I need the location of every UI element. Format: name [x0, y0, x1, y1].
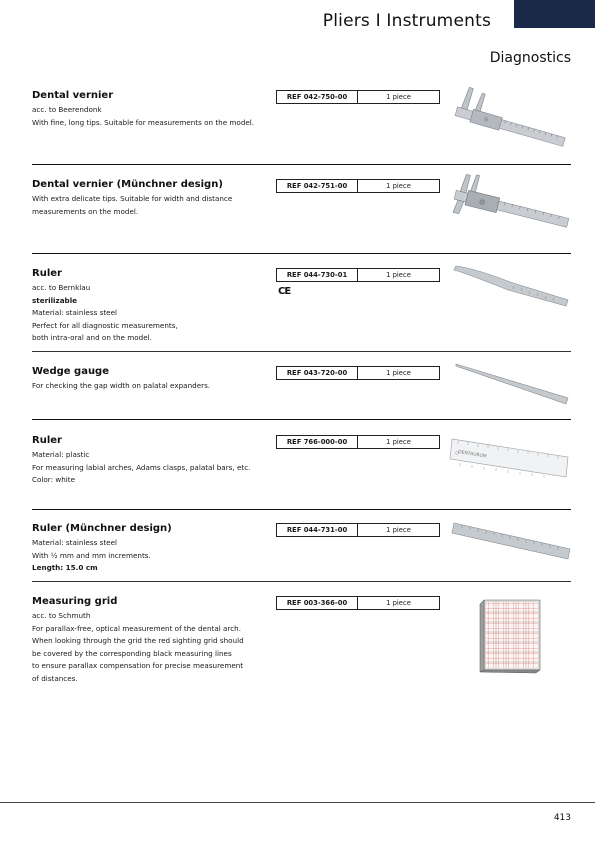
- ref-box: [276, 268, 440, 282]
- vernier-caliper-image: [442, 86, 572, 152]
- desc-line: For checking the gap width on palatal expanders.: [32, 381, 211, 390]
- product-description: [32, 380, 272, 393]
- footer-divider: [0, 802, 595, 803]
- product-description: [32, 104, 272, 129]
- product-title: Wedge gauge: [32, 366, 110, 377]
- ref-box: [276, 366, 440, 380]
- product-wedge-gauge: [32, 366, 571, 420]
- ref-box: [276, 90, 440, 104]
- desc-line: With fine, long tips. Suitable for measurements on the model.: [32, 117, 255, 127]
- section-title: Diagnostics: [489, 50, 571, 66]
- product-description: [32, 282, 272, 345]
- desc-line: With ½ mm and mm increments.: [32, 550, 151, 560]
- ref-box: [276, 596, 440, 610]
- ce-mark: CE: [278, 286, 291, 297]
- product-dental-vernier-munchner: [32, 179, 571, 254]
- product-title: Dental vernier: [32, 90, 114, 101]
- product-dental-vernier: [32, 90, 571, 165]
- ref-number: REF 044-730-01: [277, 269, 358, 281]
- ref-number: REF 043-720-00: [277, 367, 358, 379]
- desc-line: be covered by the corresponding black measuring lines: [32, 648, 232, 658]
- desc-line-bold: Length: 15.0 cm: [32, 563, 98, 572]
- ref-number: REF 766-000-00: [277, 436, 358, 448]
- vernier-caliper-munchner-image: [442, 173, 572, 239]
- product-measuring-grid: [32, 596, 571, 696]
- desc-line: acc. to Bernklau: [32, 283, 91, 292]
- steel-ruler-munchner-image: [450, 519, 572, 563]
- quantity: 1 piece: [386, 271, 411, 279]
- plastic-ruler-image: [448, 431, 572, 483]
- desc-line: Material: stainless steel: [32, 538, 118, 547]
- desc-line: of distances.: [32, 673, 78, 683]
- wedge-gauge-image: [452, 360, 572, 408]
- desc-line: Color: white: [32, 475, 76, 484]
- quantity: 1 piece: [386, 526, 411, 534]
- desc-line: acc. to Schmuth: [32, 611, 91, 620]
- product-title: Ruler: [32, 435, 62, 446]
- product-ruler-munchner: [32, 523, 571, 582]
- ref-box: [276, 523, 440, 537]
- ref-number: REF 044-731-00: [277, 524, 358, 536]
- ref-box: [276, 179, 440, 193]
- steel-ruler-image: [450, 262, 570, 312]
- quantity: 1 piece: [386, 182, 411, 190]
- product-title: Dental vernier (Münchner design): [32, 179, 223, 190]
- quantity: 1 piece: [386, 369, 411, 377]
- desc-line: to ensure parallax compensation for precise measurement: [32, 661, 244, 670]
- product-description: [32, 449, 272, 487]
- product-description: [32, 610, 272, 685]
- page-number: 413: [553, 813, 571, 823]
- ref-number: REF 003-366-00: [277, 597, 358, 609]
- product-ruler-plastic: [32, 435, 571, 510]
- ruler-brand-text: DENTAURUM: [457, 450, 487, 460]
- quantity: 1 piece: [386, 438, 411, 446]
- product-description: [32, 193, 272, 218]
- desc-line: both intra-oral and on the model.: [32, 333, 152, 342]
- desc-line: acc. to Beerendonk: [32, 105, 102, 114]
- quantity: 1 piece: [386, 93, 411, 101]
- product-description: [32, 537, 272, 575]
- measuring-grid-image: [478, 598, 546, 674]
- desc-line: For parallax-free, optical measurement of the dental arch.: [32, 623, 241, 633]
- product-ruler-bernklau: [32, 268, 571, 352]
- desc-line: Material: plastic: [32, 450, 90, 459]
- desc-line: Perfect for all diagnostic measurements,: [32, 320, 178, 330]
- desc-line-bold: sterilizable: [32, 295, 78, 305]
- desc-line: When looking through the grid the red sighting grid should: [32, 636, 244, 645]
- ref-number: REF 042-751-00: [277, 180, 358, 192]
- product-title: Measuring grid: [32, 596, 118, 607]
- desc-line: measurements on the model.: [32, 206, 139, 216]
- ref-number: REF 042-750-00: [277, 91, 358, 103]
- header-color-tab: [514, 0, 595, 28]
- ref-box: [276, 435, 440, 449]
- product-title: Ruler (Münchner design): [32, 523, 172, 534]
- desc-line: With extra delicate tips. Suitable for width and distance: [32, 194, 233, 203]
- product-title: Ruler: [32, 268, 62, 279]
- quantity: 1 piece: [386, 599, 411, 607]
- desc-line: For measuring labial arches, Adams clasps, palatal bars, etc.: [32, 462, 251, 472]
- desc-line: Material: stainless steel: [32, 308, 118, 317]
- page-header-title: Pliers I Instruments: [322, 11, 491, 31]
